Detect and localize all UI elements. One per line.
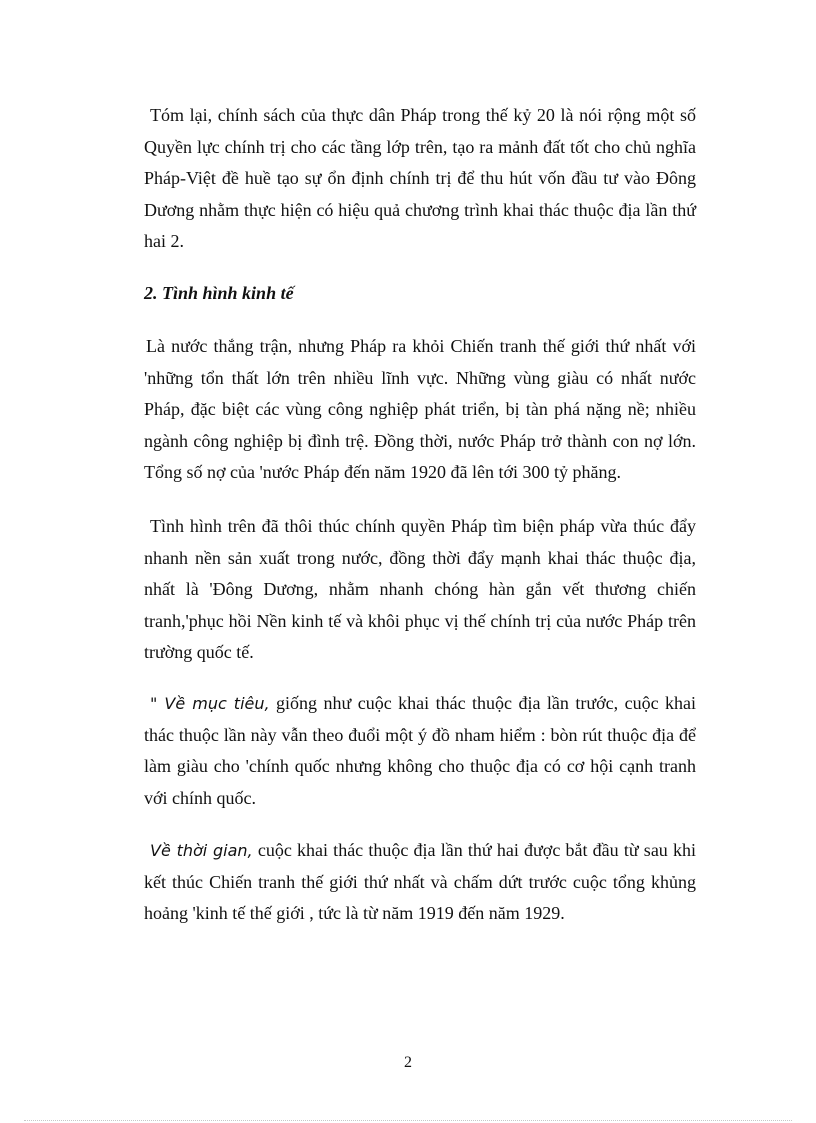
page-number: 2: [404, 1054, 412, 1071]
paragraph-summary-text: Tóm lại, chính sách của thực dân Pháp trong thế kỷ 20 là nói rộng một số Quyền lực chính trị cho các tầng lớp trên, tạo ra mảnh đất tốt cho chủ nghĩa Pháp-Việt đề huề tạo sự ổn định chính trị để thu hút vốn đầu tư vào Đông Dương nhằm thực hiện có hiệu quả chương trình khai thác thuộc địa lần thứ hai 2.: [144, 105, 696, 251]
paragraph-time: [144, 835, 696, 930]
paragraph-goal: [144, 688, 696, 814]
footer-divider: [24, 1120, 792, 1121]
paragraph-situation: [144, 511, 696, 669]
paragraph-time-lead: Về thời gian,: [150, 841, 253, 860]
paragraph-economy-intro-text: Là nước thắng trận, nhưng Pháp ra khỏi Chiến tranh thế giới thứ nhất với 'những tổn thất lớn trên nhiều lĩnh vực. Những vùng giàu có nhất nước Pháp, đặc biệt các vùng công nghiệp phát triển, bị tàn phá nặng nề; nhiều ngành công nghiệp bị đình trệ. Đồng thời, nước Pháp trở thành con nợ lớn. Tổng số nợ của 'nước Pháp đến năm 1920 đã lên tới 300 tỷ phăng.: [144, 336, 696, 482]
paragraph-summary: [144, 100, 696, 258]
paragraph-economy-intro: [144, 331, 696, 489]
paragraph-goal-lead: " Về mục tiêu,: [150, 694, 270, 713]
paragraph-time-text: cuộc khai thác thuộc địa lần thứ hai được bắt đầu từ sau khi kết thúc Chiến tranh thế giới thứ nhất và chấm dứt trước cuộc tổng khủng hoảng 'kinh tế thế giới , tức là từ năm 1919 đến năm 1929.: [144, 840, 696, 923]
paragraph-goal-text: giống như cuộc khai thác thuộc địa lần trước, cuộc khai thác thuộc lần này vẫn theo đuổi một ý đồ nham hiểm : bòn rút thuộc địa để làm giàu cho 'chính quốc nhưng không cho thuộc địa có cơ hội cạnh tranh với chính quốc.: [144, 693, 697, 808]
paragraph-situation-text: Tình hình trên đã thôi thúc chính quyền Pháp tìm biện pháp vừa thúc đẩy nhanh nền sản xuất trong nước, đồng thời đẩy mạnh khai thác thuộc địa, nhất là 'Đông Dương, nhằm nhanh chóng hàn gắn vết thương chiến tranh,'phục hồi Nền kinh tế và khôi phục vị thế chính trị của nước Pháp trên trường quốc tế.: [144, 516, 696, 662]
section-heading: 2. Tình hình kinh tế: [144, 283, 294, 303]
